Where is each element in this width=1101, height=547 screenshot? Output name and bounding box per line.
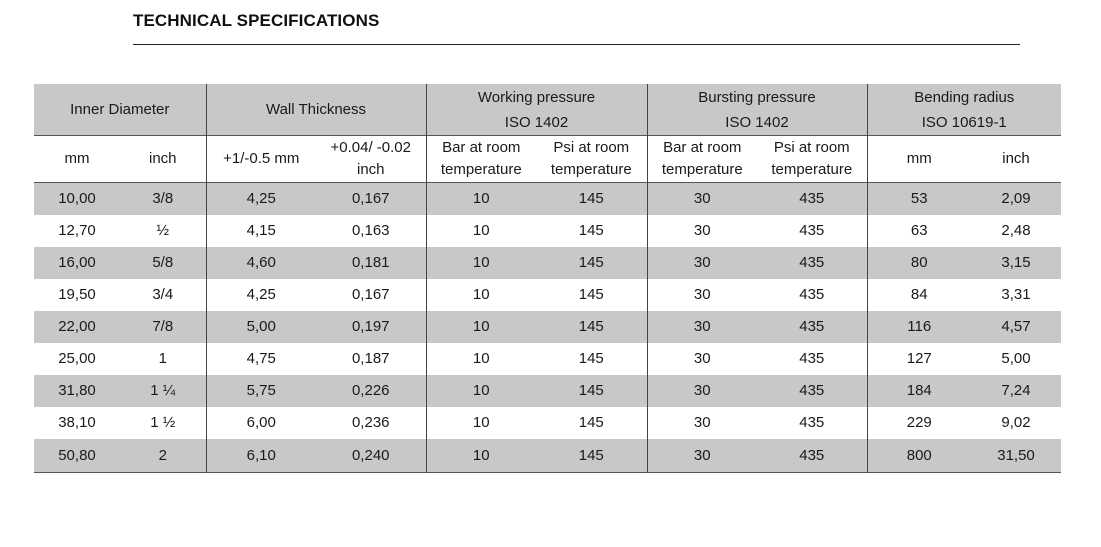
- table-cell: 10: [472, 350, 490, 367]
- table-cell: 4,75: [246, 350, 276, 367]
- table-cell: 10: [426, 439, 536, 473]
- table-cell: 10: [426, 375, 536, 407]
- table-cell: 145: [536, 311, 647, 343]
- table-cell: 116: [867, 311, 971, 343]
- table-cell: 7,24: [971, 375, 1061, 407]
- table-cell: 10: [426, 247, 536, 279]
- table-cell: 10: [472, 222, 490, 239]
- table-cell: 435: [757, 279, 867, 311]
- table-cell: 30: [693, 222, 711, 239]
- table-cell: 30: [693, 286, 711, 303]
- table-row: [34, 183, 1061, 216]
- table-cell: 0,197: [316, 311, 426, 343]
- group-header-label: Bending radius: [914, 88, 1015, 106]
- table-cell: 435: [757, 215, 867, 247]
- table-cell: 10: [426, 183, 536, 216]
- table-cell: 435: [757, 439, 867, 473]
- table-header-rows: [34, 84, 1061, 183]
- table-cell: 145: [536, 215, 647, 247]
- table-cell: 145: [536, 279, 647, 311]
- table-cell: 6,10: [206, 439, 316, 473]
- table-cell: 145: [536, 407, 647, 439]
- table-cell: 22,00: [34, 311, 120, 343]
- unit-header-cell: Bar at room temperature: [661, 139, 743, 178]
- table-row: [34, 247, 1061, 279]
- table-cell: 3,15: [971, 247, 1061, 279]
- table-cell: 10: [472, 286, 490, 303]
- table-cell: 435: [757, 375, 867, 407]
- table-cell: 1: [120, 343, 206, 375]
- unit-header-cell: mm: [906, 150, 932, 167]
- table-cell: 80: [867, 247, 971, 279]
- unit-header-cell: Psi at room temperature: [536, 136, 647, 183]
- table-cell: 12,70: [58, 222, 96, 239]
- table-cell: 0,240: [316, 439, 426, 473]
- table-cell: 0,226: [316, 375, 426, 407]
- table-cell: 0,163: [316, 215, 426, 247]
- table-cell: 38,10: [58, 414, 96, 431]
- table-cell: 3/4: [120, 279, 206, 311]
- table-cell: 0,167: [316, 279, 426, 311]
- group-header-inner-diameter: [34, 84, 206, 136]
- table-cell: 127: [906, 350, 932, 367]
- table-cell: 30: [647, 439, 757, 473]
- group-header-bending-radius: [867, 84, 1061, 136]
- table-cell: 4,57: [971, 311, 1061, 343]
- page-title: TECHNICAL SPECIFICATIONS: [133, 11, 380, 30]
- unit-header-cell: +1/-0.5 mm: [223, 150, 300, 167]
- group-header-label: Bursting pressure: [698, 88, 816, 106]
- table-cell: 2,48: [1001, 222, 1031, 239]
- table-cell: 30: [647, 183, 757, 216]
- table-cell: 5/8: [120, 247, 206, 279]
- unit-header-row: [34, 136, 1061, 183]
- table-row: [34, 375, 1061, 407]
- table-cell: 145: [536, 183, 647, 216]
- table-cell: 0,236: [316, 407, 426, 439]
- table-cell: 184: [867, 375, 971, 407]
- table-row: [34, 407, 1061, 439]
- table-cell: 145: [536, 375, 647, 407]
- table-cell: 50,80: [34, 439, 120, 473]
- table-cell: 53: [867, 183, 971, 216]
- group-header-bursting-pressure: [647, 84, 867, 136]
- table-cell: 145: [536, 439, 647, 473]
- table-cell: 2: [120, 439, 206, 473]
- unit-header-cell: +0.04/ -0.02 inch: [316, 136, 426, 183]
- unit-header-cell: mm: [64, 150, 90, 167]
- table-cell: 63: [910, 222, 928, 239]
- table-cell: 5,00: [206, 311, 316, 343]
- unit-header-cell: Psi at room temperature: [757, 136, 867, 183]
- table-row: [34, 215, 1061, 247]
- table-cell: 4,25: [246, 286, 276, 303]
- table-cell: 435: [757, 183, 867, 216]
- table-cell: 31,80: [34, 375, 120, 407]
- table-cell: 31,50: [971, 439, 1061, 473]
- table-cell: 25,00: [58, 350, 96, 367]
- table-cell: 229: [906, 414, 932, 431]
- table-cell: 145: [536, 343, 647, 375]
- table-cell: 30: [647, 375, 757, 407]
- table-cell: 9,02: [1001, 414, 1031, 431]
- table-cell: 30: [693, 414, 711, 431]
- table-cell: 0,167: [316, 183, 426, 216]
- table-row: [34, 311, 1061, 343]
- table-cell: 0,181: [316, 247, 426, 279]
- group-header-standard: ISO 1402: [504, 113, 569, 131]
- table-cell: 3/8: [120, 183, 206, 216]
- table-cell: 7/8: [120, 311, 206, 343]
- group-header-standard: ISO 10619-1: [921, 113, 1007, 131]
- table-row: [34, 439, 1061, 473]
- table-cell: 30: [647, 311, 757, 343]
- table-cell: 6,00: [246, 414, 276, 431]
- unit-header-cell: Bar at room temperature: [440, 139, 522, 178]
- table-cell: ½: [120, 215, 206, 247]
- unit-header-cell: inch: [120, 136, 206, 183]
- table-cell: 10: [472, 414, 490, 431]
- table-cell: 4,25: [206, 183, 316, 216]
- table-data-rows: [34, 183, 1061, 473]
- table-cell: 10,00: [34, 183, 120, 216]
- table-cell: 10: [426, 311, 536, 343]
- table-cell: 4,60: [206, 247, 316, 279]
- table-row: [34, 343, 1061, 375]
- table-cell: 435: [757, 247, 867, 279]
- table-cell: 0,187: [316, 343, 426, 375]
- table-cell: 435: [757, 343, 867, 375]
- specifications-table: [34, 84, 1061, 473]
- title-underline: [133, 44, 1020, 45]
- group-header-label: Inner Diameter: [70, 101, 170, 118]
- table-cell: 1 ½: [120, 407, 206, 439]
- table-cell: 435: [757, 311, 867, 343]
- table-cell: 3,31: [1001, 286, 1031, 303]
- group-header-wall-thickness: [206, 84, 426, 136]
- unit-header-cell: inch: [1002, 150, 1030, 167]
- table-cell: 2,09: [971, 183, 1061, 216]
- table-cell: 4,15: [246, 222, 276, 239]
- group-header-label: Wall Thickness: [265, 101, 367, 118]
- table-cell: 19,50: [58, 286, 96, 303]
- group-header-working-pressure: [426, 84, 647, 136]
- group-header-standard: ISO 1402: [725, 113, 789, 131]
- table-row: [34, 279, 1061, 311]
- table-cell: 800: [867, 439, 971, 473]
- table-cell: 435: [757, 407, 867, 439]
- table-cell: 1 ¼: [120, 375, 206, 407]
- table-cell: 30: [647, 247, 757, 279]
- group-header-row: [34, 84, 1061, 136]
- table-cell: 30: [693, 350, 711, 367]
- group-header-label: Working pressure: [477, 88, 596, 106]
- table-cell: 5,75: [206, 375, 316, 407]
- table-cell: 5,00: [1001, 350, 1031, 367]
- table-cell: 84: [910, 286, 928, 303]
- table-cell: 16,00: [34, 247, 120, 279]
- table-cell: 145: [536, 247, 647, 279]
